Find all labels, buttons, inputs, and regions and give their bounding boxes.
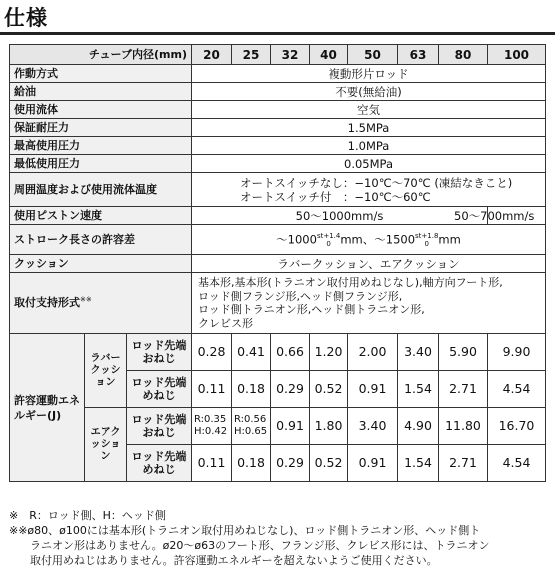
bore-80: 80	[439, 45, 488, 65]
temp-value	[192, 173, 546, 207]
energy-air-female-row: ロッド先端めねじ 0.11 0.18 0.29 0.52 0.91 1.54 2.71 4.54	[10, 445, 546, 482]
temp-line2: オートスイッチ付 ：−10℃〜60℃	[240, 189, 431, 204]
bore-50: 50	[348, 45, 398, 65]
bore-63: 63	[398, 45, 439, 65]
energy-air-male-row: エアクッション ロッド先端おねじ R:0.35 H:0.42 R:0.56 H:0.65 0.91 1.80 3.40 4.90 11.80 16.70	[10, 408, 546, 445]
footnote-1: ※ R：ロッド側、H：ヘッド側	[9, 509, 166, 522]
rod-female-label-2: ロッド先端めねじ	[127, 445, 192, 482]
lube-value: 不要(無給油)	[192, 83, 546, 101]
row-proof	[10, 119, 546, 137]
air-male-25: R:0.56 H:0.65	[232, 408, 271, 445]
minp-value: 0.05MPa	[192, 155, 546, 173]
temp-label: 周囲温度および使用流体温度	[10, 173, 192, 207]
fluid-label: 使用流体	[10, 101, 192, 119]
action-label: 作動方式	[10, 65, 192, 83]
row-minp	[10, 155, 546, 173]
maxp-label: 最高使用圧力	[10, 137, 192, 155]
temp-line1: オートスイッチなし：−10℃〜70℃	[240, 175, 431, 190]
air-cushion-label: エアクッション	[85, 408, 127, 482]
lube-label: 給油	[10, 83, 192, 101]
row-cushion	[10, 255, 546, 273]
bore-20: 20	[192, 45, 232, 65]
footnote-2: ※※ø80、ø100には基本形(トラニオン取付用めねじなし)、ロッド側トラニオン形、ヘッド側ト	[9, 524, 481, 537]
rubber-cushion-label: ラバークッション	[85, 334, 127, 408]
row-stroke	[10, 225, 546, 255]
rod-male-label: ロッド先端おねじ	[127, 334, 192, 371]
energy-rubber-male-row: 許容運動エネルギー(J) ラバークッション ロッド先端おねじ 0.28 0.41 0.66 1.20 2.00 3.40 5.90 9.90	[10, 334, 546, 371]
footnotes	[9, 508, 551, 568]
bore-40: 40	[310, 45, 348, 65]
row-maxp	[10, 137, 546, 155]
minp-label: 最低使用圧力	[10, 155, 192, 173]
header-row	[10, 45, 546, 65]
cushion-label: クッション	[10, 255, 192, 273]
title-rule	[0, 32, 555, 35]
bore-100: 100	[488, 45, 546, 65]
speed-value-large: 50〜700mm/s	[488, 207, 546, 225]
rod-female-label: ロッド先端めねじ	[127, 371, 192, 408]
footnote-2-cont2: 取付用めねじはありません。許容運動エネルギーを超えないようご使用ください。	[30, 554, 438, 567]
speed-label: 使用ピストン速度	[10, 207, 192, 225]
bore-25: 25	[232, 45, 271, 65]
proof-value: 1.5MPa	[192, 119, 546, 137]
energy-rubber-female-row: ロッド先端めねじ 0.11 0.18 0.29 0.52 0.91 1.54 2.71 4.54	[10, 371, 546, 408]
row-action	[10, 65, 546, 83]
speed-value-small: 50〜1000mm/s	[192, 207, 488, 225]
action-value: 複動形片ロッド	[192, 65, 546, 83]
page-title: 仕様	[4, 6, 48, 30]
row-mount	[10, 273, 546, 334]
row-speed	[10, 207, 546, 225]
spec-table	[9, 44, 546, 482]
mount-label: 取付支持形式※※	[10, 273, 192, 334]
cushion-value: ラバークッション、エアクッション	[192, 255, 546, 273]
temp-line1-note: (凍結なきこと)	[434, 175, 513, 190]
stroke-value: 〜1000 st+1.4 0 mm、〜1500 st+1.8 0 mm	[192, 225, 546, 255]
fluid-value: 空気	[192, 101, 546, 119]
row-fluid	[10, 101, 546, 119]
bore-header-label: チューブ内径(mm)	[10, 45, 192, 65]
energy-label: 許容運動エネルギー(J)	[10, 334, 85, 482]
row-lube	[10, 83, 546, 101]
bore-32: 32	[271, 45, 310, 65]
rod-male-label-2: ロッド先端おねじ	[127, 408, 192, 445]
maxp-value: 1.0MPa	[192, 137, 546, 155]
footnote-2-cont1: ラニオン形はありません。ø20〜ø63のフート形、フランジ形、クレビス形には、トラニオン	[30, 539, 490, 552]
air-male-20: R:0.35 H:0.42	[192, 408, 232, 445]
proof-label: 保証耐圧力	[10, 119, 192, 137]
stroke-label: ストローク長さの許容差	[10, 225, 192, 255]
row-temp	[10, 173, 546, 207]
mount-value: 基本形,基本形(トラニオン取付用めねじなし),軸方向フート形, ロッド側フランジ形,ヘッド側フランジ形, ロッド側トラニオン形,ヘッド側トラニオン形, クレビス形	[192, 273, 546, 334]
